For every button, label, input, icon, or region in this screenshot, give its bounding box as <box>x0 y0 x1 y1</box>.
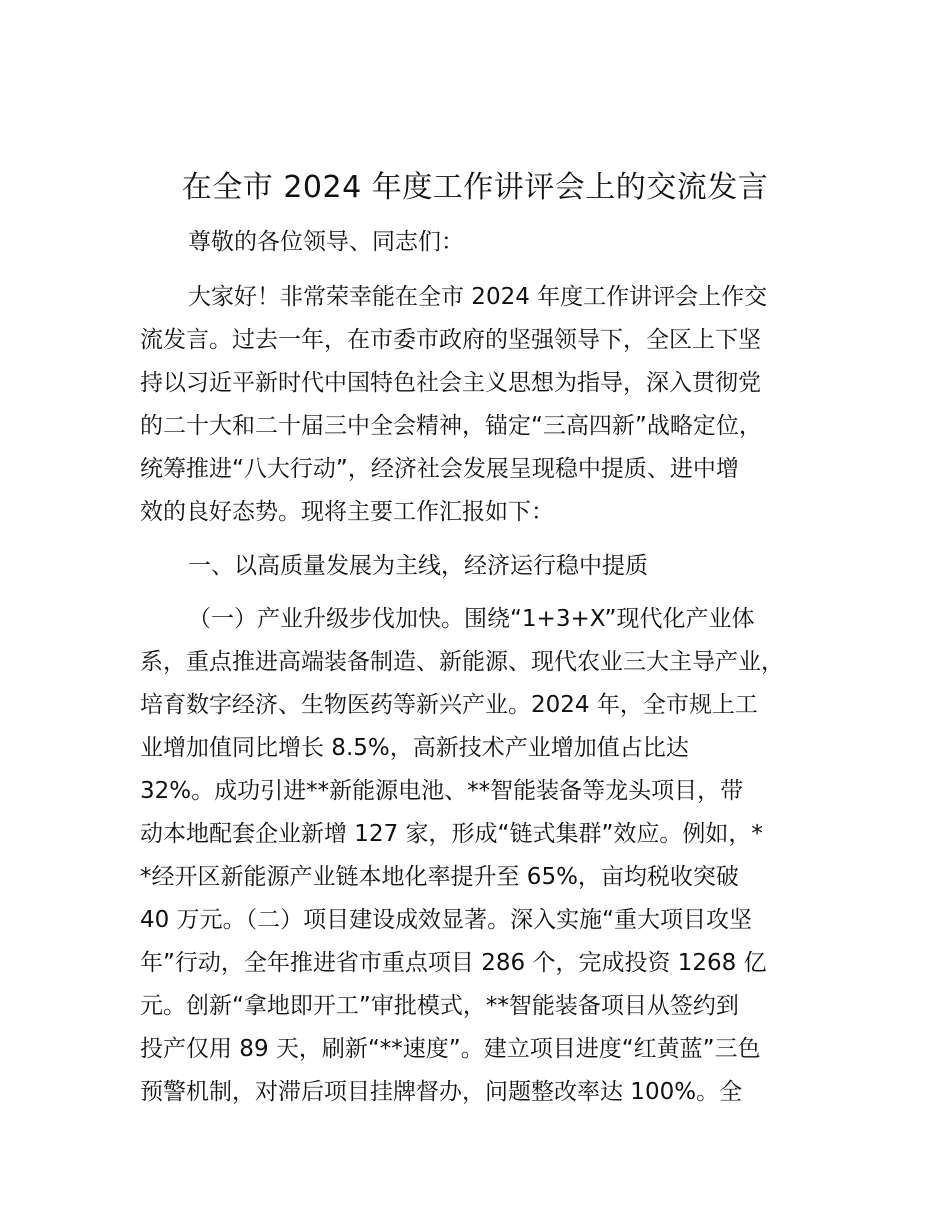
paragraph-line: 持以习近平新时代中国特色社会主义思想为指导，深入贯彻党 <box>140 370 761 396</box>
paragraph-line: 32%。成功引进**新能源电池、**智能装备等龙头项目，带 <box>140 778 744 804</box>
paragraph-line: 动本地配套企业新增 127 家，形成“链式集群”效应。例如，* <box>140 821 763 847</box>
paragraph-line: 效的良好态势。现将主要工作汇报如下： <box>140 499 554 525</box>
paragraph-line: （一）产业升级步伐加快。围绕“1+3+X”现代化产业体 <box>188 606 755 632</box>
paragraph-line: 的二十大和二十届三中全会精神，锚定“三高四新”战略定位， <box>140 413 762 439</box>
document-title: 在全市 2024 年度工作讲评会上的交流发言 <box>181 170 769 205</box>
paragraph-line: 投产仅用 89 天，刷新“**速度”。建立项目进度“红黄蓝”三色 <box>140 1036 761 1062</box>
paragraph-line: 系，重点推进高端装备制造、新能源、现代农业三大主导产业， <box>140 649 784 675</box>
salutation: 尊敬的各位领导、同志们： <box>188 229 464 255</box>
paragraph-line: 元。创新“拿地即开工”审批模式，**智能装备项目从签约到 <box>140 993 739 1019</box>
paragraph-line: 预警机制，对滞后项目挂牌督办，问题整改率达 100%。全 <box>140 1079 743 1105</box>
paragraph-line: 年”行动，全年推进省市重点项目 286 个，完成投资 1268 亿 <box>140 950 767 976</box>
paragraph-line: *经开区新能源产业链本地化率提升至 65%，亩均税收突破 <box>140 864 739 890</box>
paragraph-line: 业增加值同比增长 8.5%，高新技术产业增加值占比达 <box>140 735 689 761</box>
paragraph-line: 流发言。过去一年，在市委市政府的坚强领导下，全区上下坚 <box>140 327 761 353</box>
paragraph-line: 40 万元。（二）项目建设成效显著。深入实施“重大项目攻坚 <box>140 907 752 933</box>
paragraph-line: 培育数字经济、生物医药等新兴产业。2024 年，全市规上工 <box>140 692 758 718</box>
paragraph-line: 大家好！非常荣幸能在全市 2024 年度工作讲评会上作交 <box>188 284 768 310</box>
section-heading: 一、以高质量发展为主线，经济运行稳中提质 <box>188 553 648 579</box>
paragraph-line: 统筹推进“八大行动”，经济社会发展呈现稳中提质、进中增 <box>140 456 739 482</box>
